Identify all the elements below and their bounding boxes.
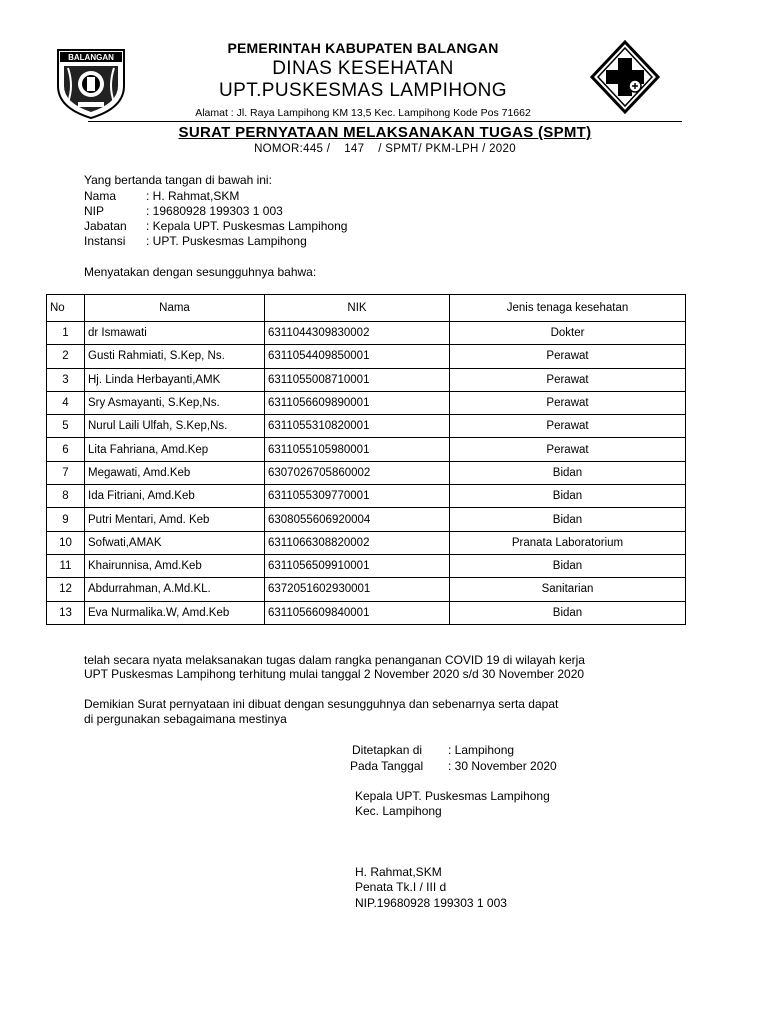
cell-no: 8: [47, 485, 85, 508]
cell-no: 5: [47, 415, 85, 438]
table-row: [47, 391, 686, 414]
cell-nik: 6311056609840001: [265, 601, 450, 624]
cell-nik: 6311056509910001: [265, 554, 450, 577]
header-nik: NIK: [265, 295, 450, 322]
closing-paragraph-line: Demikian Surat pernyataan ini dibuat dengan sesungguhnya dan sebenarnya serta dapat: [84, 697, 559, 711]
cell-no: 4: [47, 391, 85, 414]
cell-no: 7: [47, 461, 85, 484]
table-row: [47, 485, 686, 508]
cell-jenis: Perawat: [450, 345, 686, 368]
header-no: No: [47, 295, 85, 322]
table-body: [47, 322, 686, 625]
signer-rank: Penata Tk.I / III d: [355, 880, 447, 894]
table-row: [47, 438, 686, 461]
sign-title-line: Kepala UPT. Puskesmas Lampihong: [355, 789, 550, 803]
issued-label: Pada Tanggal: [350, 759, 424, 773]
cell-jenis: Sanitarian: [450, 578, 686, 601]
table-row: [47, 578, 686, 601]
table-row: [47, 368, 686, 391]
cell-nik: 6311055008710001: [265, 368, 450, 391]
body-paragraph-line: UPT Puskesmas Lampihong terhitung mulai tanggal 2 November 2020 s/d 30 November 2020: [84, 667, 585, 681]
statement-line: Menyatakan dengan sesungguhnya bahwa:: [84, 265, 317, 279]
cell-nama: dr Ismawati: [85, 322, 265, 345]
signer-value: : H. Rahmat,SKM: [146, 189, 240, 203]
signer-label: NIP: [84, 204, 105, 218]
cell-nik: 6307026705860002: [265, 461, 450, 484]
cell-jenis: Bidan: [450, 508, 686, 531]
agency-heading: DINAS KESEHATAN: [272, 58, 454, 79]
cell-nama: Putri Mentari, Amd. Keb: [85, 508, 265, 531]
cell-jenis: Perawat: [450, 438, 686, 461]
cell-nik: 6311056609890001: [265, 391, 450, 414]
header-divider: [88, 121, 682, 122]
cell-no: 1: [47, 322, 85, 345]
table-row: [47, 345, 686, 368]
signer-nip-row: [84, 204, 283, 218]
address: Alamat : Jl. Raya Lampihong KM 13,5 Kec. Lampihong Kode Pos 71662: [195, 107, 531, 119]
puskesmas-logo: [590, 40, 660, 114]
cell-nik: 6308055606920004: [265, 508, 450, 531]
cell-jenis: Bidan: [450, 461, 686, 484]
signer-name: H. Rahmat,SKM: [355, 865, 442, 879]
signer-institution-row: [84, 234, 307, 248]
cell-nama: Eva Nurmalika.W, Amd.Keb: [85, 601, 265, 624]
cell-nama: Sofwati,AMAK: [85, 531, 265, 554]
cell-no: 6: [47, 438, 85, 461]
document-title: SURAT PERNYATAAN MELAKSANAKAN TUGAS (SPMT): [178, 124, 592, 141]
issued-label: Ditetapkan di: [352, 743, 423, 757]
cell-nama: Nurul Laili Ulfah, S.Kep,Ns.: [85, 415, 265, 438]
issued-date-row: [350, 759, 557, 773]
signer-position-row: [84, 219, 347, 233]
cell-nama: Khairunnisa, Amd.Keb: [85, 554, 265, 577]
table-row: [47, 554, 686, 577]
cell-jenis: Bidan: [450, 554, 686, 577]
gov-heading: PEMERINTAH KABUPATEN BALANGAN: [227, 40, 499, 56]
cell-nik: 6311054409850001: [265, 345, 450, 368]
cell-nik: 6311044309830002: [265, 322, 450, 345]
logo-text: BALANGAN: [68, 53, 114, 62]
issued-value: : Lampihong: [448, 743, 515, 757]
cell-jenis: Dokter: [450, 322, 686, 345]
signer-nip: NIP.19680928 199303 1 003: [355, 896, 507, 910]
signer-value: : 19680928 199303 1 003: [146, 204, 283, 218]
cell-nama: Ida Fitriani, Amd.Keb: [85, 485, 265, 508]
cell-jenis: Bidan: [450, 601, 686, 624]
cell-no: 12: [47, 578, 85, 601]
signer-name-row: [84, 189, 239, 203]
closing-paragraph-line: di pergunakan sebagaimana mestinya: [84, 712, 287, 726]
issued-place-row: [352, 743, 514, 757]
cell-no: 13: [47, 601, 85, 624]
cell-nama: Hj. Linda Herbayanti,AMK: [85, 368, 265, 391]
table-row: [47, 461, 686, 484]
cell-no: 11: [47, 554, 85, 577]
header-jenis: Jenis tenaga kesehatan: [450, 295, 686, 322]
sign-title-line: Kec. Lampihong: [355, 804, 442, 818]
cell-nik: 6311055310820001: [265, 415, 450, 438]
cell-nama: Lita Fahriana, Amd.Kep: [85, 438, 265, 461]
cell-jenis: Perawat: [450, 391, 686, 414]
cell-nik: 6372051602930001: [265, 578, 450, 601]
cell-jenis: Perawat: [450, 368, 686, 391]
signer-value: : Kepala UPT. Puskesmas Lampihong: [146, 219, 348, 233]
balangan-logo: [54, 46, 128, 120]
staff-table: [46, 294, 686, 625]
issued-value: : 30 November 2020: [448, 759, 557, 773]
table-header-row: [47, 295, 686, 322]
body-paragraph-line: telah secara nyata melaksanakan tugas dalam rangka penanganan COVID 19 di wilayah kerja: [84, 653, 585, 667]
document-number: NOMOR:445 / 147 / SPMT/ PKM-LPH / 2020: [254, 143, 516, 155]
cell-no: 9: [47, 508, 85, 531]
cell-nama: Abdurrahman, A.Md.KL.: [85, 578, 265, 601]
cell-jenis: Bidan: [450, 485, 686, 508]
cell-nama: Sry Asmayanti, S.Kep,Ns.: [85, 391, 265, 414]
cell-nama: Megawati, Amd.Keb: [85, 461, 265, 484]
table-row: [47, 601, 686, 624]
cell-nik: 6311066308820002: [265, 531, 450, 554]
signer-label: Jabatan: [84, 219, 127, 233]
table-row: [47, 415, 686, 438]
unit-heading: UPT.PUSKESMAS LAMPIHONG: [219, 80, 507, 101]
table-row: [47, 531, 686, 554]
signer-label: Nama: [84, 189, 117, 203]
cell-no: 10: [47, 531, 85, 554]
table-row: [47, 508, 686, 531]
cell-nama: Gusti Rahmiati, S.Kep, Ns.: [85, 345, 265, 368]
cell-no: 2: [47, 345, 85, 368]
signer-label: Instansi: [84, 234, 126, 248]
signer-value: : UPT. Puskesmas Lampihong: [146, 234, 307, 248]
cell-no: 3: [47, 368, 85, 391]
signer-intro: Yang bertanda tangan di bawah ini:: [84, 173, 272, 187]
cell-jenis: Pranata Laboratorium: [450, 531, 686, 554]
header-nama: Nama: [85, 295, 265, 322]
table-row: [47, 322, 686, 345]
cell-jenis: Perawat: [450, 415, 686, 438]
cell-nik: 6311055105980001: [265, 438, 450, 461]
cell-nik: 6311055309770001: [265, 485, 450, 508]
